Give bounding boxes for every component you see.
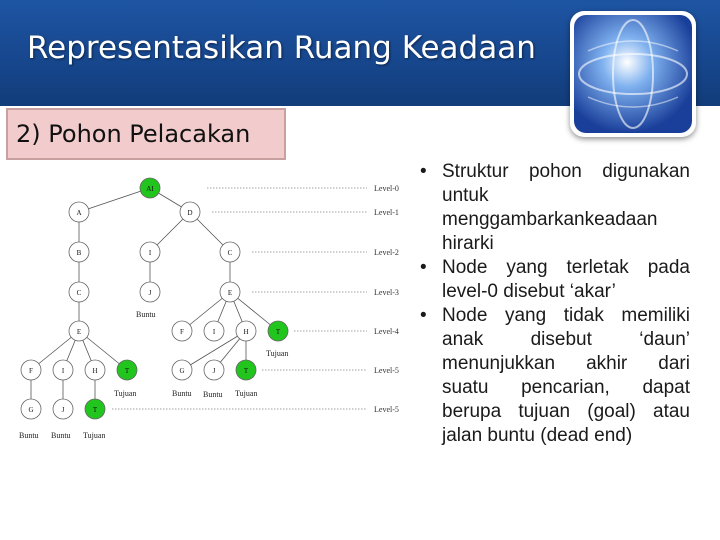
svg-text:C: C: [227, 249, 233, 257]
tree-node: [53, 360, 73, 380]
subtitle: 2) Pohon Pelacakan: [16, 120, 251, 148]
tree-node: [172, 321, 192, 341]
tree-node: [140, 282, 160, 302]
bullet-icon: •: [420, 161, 427, 182]
level-label: Level-4: [374, 327, 399, 336]
level-label: Level-2: [374, 248, 399, 257]
svg-text:G: G: [28, 406, 34, 414]
bullet-text: Struktur pohon digunakan untuk menggambarkankeadaan hirarki: [442, 161, 690, 254]
svg-text:T: T: [124, 367, 130, 375]
tree-node: [117, 360, 137, 380]
bullet-icon: •: [420, 257, 427, 278]
svg-text:F: F: [180, 328, 184, 336]
svg-text:AI: AI: [146, 185, 154, 193]
svg-text:J: J: [212, 367, 216, 375]
svg-text:E: E: [76, 328, 82, 336]
globe-icon: [570, 11, 696, 137]
svg-text:I: I: [61, 367, 65, 375]
tree-node: [69, 202, 89, 222]
tree-node: [236, 321, 256, 341]
bullet-text: Node yang terletak pada level-0 disebut ‘akar’: [442, 257, 690, 302]
svg-text:B: B: [76, 249, 82, 257]
bullet-text: Node yang tidak memiliki anak disebut ‘daun’ menunjukkan akhir dari suatu pencarian, dapat berupa tujuan (goal) atau jalan buntu (dead end): [442, 305, 690, 446]
tree-node: [85, 399, 105, 419]
svg-text:T: T: [275, 328, 281, 336]
level-label: Level-5: [374, 405, 399, 414]
logo: [570, 11, 696, 137]
svg-text:H: H: [243, 328, 249, 336]
svg-text:I: I: [148, 249, 152, 257]
bullet-item: [420, 304, 690, 448]
level-label: Level-5: [374, 366, 399, 375]
tree-node: [53, 399, 73, 419]
svg-text:J: J: [148, 289, 152, 297]
leaf-label: Buntu: [19, 431, 39, 440]
leaf-label: Tujuan: [235, 389, 258, 398]
svg-text:J: J: [61, 406, 65, 414]
tree-node: [69, 321, 89, 341]
svg-text:I: I: [212, 328, 216, 336]
leaf-label: Buntu: [172, 389, 192, 398]
bullet-item: [420, 256, 690, 304]
bullet-list: [420, 160, 690, 448]
bullet-item: [420, 160, 690, 256]
svg-text:H: H: [92, 367, 98, 375]
tree-node: [236, 360, 256, 380]
svg-text:A: A: [76, 209, 82, 217]
tree-node: [204, 321, 224, 341]
leaf-label: Tujuan: [83, 431, 106, 440]
tree-node: [140, 242, 160, 262]
bullet-icon: •: [420, 305, 427, 326]
svg-text:E: E: [227, 289, 233, 297]
leaf-label: Buntu: [136, 310, 156, 319]
tree-node: [85, 360, 105, 380]
level-label: Level-3: [374, 288, 399, 297]
tree-node: [204, 360, 224, 380]
tree-node: [180, 202, 200, 222]
leaf-label: Buntu: [51, 431, 71, 440]
leaf-label: Tujuan: [266, 349, 289, 358]
tree-node: [21, 360, 41, 380]
tree-node: [21, 399, 41, 419]
tree-node: [140, 178, 160, 198]
svg-text:D: D: [187, 209, 193, 217]
svg-text:C: C: [76, 289, 82, 297]
leaf-label: Tujuan: [114, 389, 137, 398]
tree-node: [69, 282, 89, 302]
slide-title: Representasikan Ruang Keadaan: [27, 30, 536, 66]
tree-node: [172, 360, 192, 380]
svg-text:T: T: [92, 406, 98, 414]
svg-text:T: T: [243, 367, 249, 375]
svg-text:G: G: [179, 367, 185, 375]
svg-text:F: F: [29, 367, 33, 375]
subtitle-box: [6, 108, 286, 160]
tree-node: [220, 282, 240, 302]
level-label: Level-0: [374, 184, 399, 193]
tree-node: [268, 321, 288, 341]
search-tree-diagram: [12, 160, 412, 450]
tree-node: [220, 242, 240, 262]
leaf-label: Buntu: [203, 390, 223, 399]
level-label: Level-1: [374, 208, 399, 217]
tree-node: [69, 242, 89, 262]
